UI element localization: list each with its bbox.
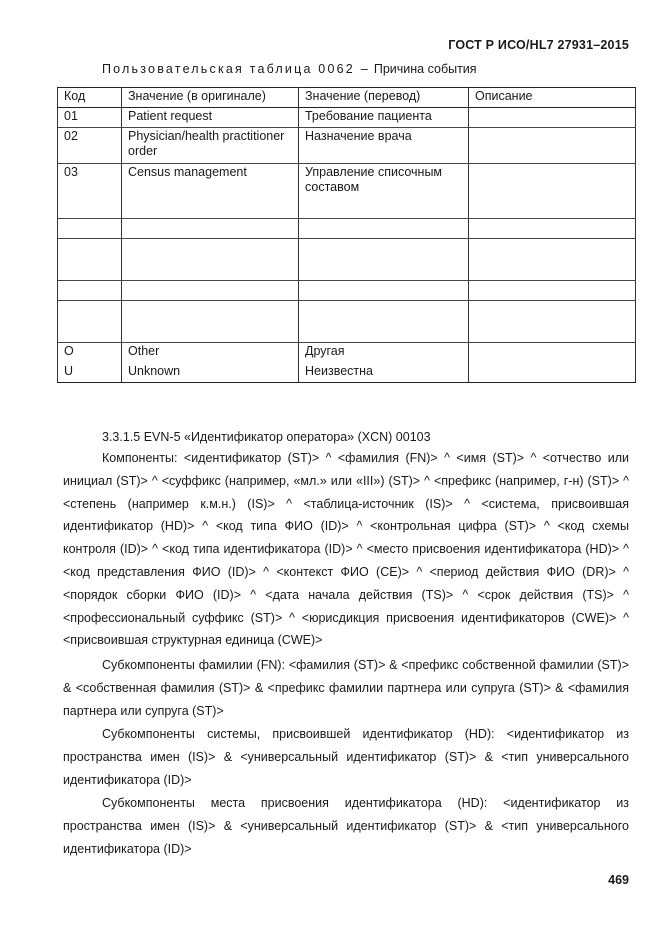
table-row xyxy=(58,164,636,219)
column-header-translation: Значение (перевод) xyxy=(299,88,469,108)
cell-original xyxy=(122,281,299,301)
table-row xyxy=(58,239,636,281)
cell-description xyxy=(469,281,636,301)
cell-translation: Другая xyxy=(299,343,469,363)
cell-original xyxy=(122,219,299,239)
family-name-subcomponents-paragraph: Субкомпоненты фамилии (FN): <фамилия (ST)> & <префикс собственной фамилии (ST)> & <собственная фамилия (ST)> & <префикс фамилии партнера или супруга (ST)> & <фамилия партнера или супруга (ST)> xyxy=(63,658,629,718)
cell-description xyxy=(469,108,636,128)
table-caption-separator: – xyxy=(360,62,368,76)
assigning-facility-subcomponents-paragraph: Субкомпоненты места присвоения идентификатора (HD): <идентификатор из пространства имен (IS)> & <универсальный идентификатор (ST)> & <тип универсального идентификатора (ID)> xyxy=(63,796,629,856)
cell-code xyxy=(58,239,122,281)
cell-translation: Неизвестна xyxy=(299,363,469,383)
column-header-description: Описание xyxy=(469,88,636,108)
cell-description xyxy=(469,128,636,164)
table-row xyxy=(58,108,636,128)
cell-code xyxy=(58,301,122,343)
cell-translation xyxy=(299,239,469,281)
event-reason-table xyxy=(57,87,636,383)
cell-description xyxy=(469,219,636,239)
page-number: 469 xyxy=(608,873,629,887)
column-header-original: Значение (в оригинале) xyxy=(122,88,299,108)
table-row xyxy=(58,128,636,164)
cell-code xyxy=(58,219,122,239)
cell-code: 03 xyxy=(58,164,122,219)
cell-description xyxy=(469,343,636,363)
cell-original xyxy=(122,301,299,343)
cell-code: 02 xyxy=(58,128,122,164)
table-header-row xyxy=(58,88,636,108)
cell-original: Unknown xyxy=(122,363,299,383)
cell-original: Patient request xyxy=(122,108,299,128)
cell-original: Other xyxy=(122,343,299,363)
cell-translation: Управление списочным составом xyxy=(299,164,469,219)
section-heading: 3.3.1.5 EVN-5 «Идентификатор оператора» (XCN) 00103 xyxy=(102,430,431,444)
cell-original xyxy=(122,239,299,281)
cell-original: Physician/health practitioner order xyxy=(122,128,299,164)
cell-description xyxy=(469,301,636,343)
cell-code xyxy=(58,281,122,301)
components-paragraph: Компоненты: <идентификатор (ST)> ^ <фамилия (FN)> ^ <имя (ST)> ^ <отчество или инициал (ST)> ^ <суффикс (например, «мл.» или «III») (ST)> ^ <префикс (например, г-н) (ST)> ^ <степень (например к.м.н.) (IS)> ^ <таблица-источник (IS)> ^ <система, присвоившая идентификатор (HD)> ^ <код типа ФИО (ID)> ^ <контрольная цифра (ST)> ^ <код схемы контроля (ID)> ^ <код типа идентификатора (ID)> ^ <место присвоения идентификатора (HD)> ^ <код представления ФИО (ID)> ^ <контекст ФИО (CE)> ^ <период действия ФИО (DR)> ^ <порядок сборки ФИО (ID)> ^ <дата начала действия (TS)> ^ <срок действия (TS)> ^ <профессиональный суффикс (ST)> ^ <юрисдикция присвоения идентификаторов (CWE)> ^ <присвоившая структурная единица (CWE)> xyxy=(63,451,629,648)
standard-designation: ГОСТ Р ИСО/HL7 27931–2015 xyxy=(448,38,629,52)
cell-translation xyxy=(299,219,469,239)
cell-description xyxy=(469,239,636,281)
cell-description xyxy=(469,363,636,383)
assigning-system-subcomponents-paragraph: Субкомпоненты системы, присвоившей идентификатор (HD): <идентификатор из пространства имен (IS)> & <универсальный идентификатор (ST)> & <тип универсального идентификатора (ID)> xyxy=(63,727,629,787)
table-row xyxy=(58,301,636,343)
cell-code: O xyxy=(58,343,122,363)
cell-translation xyxy=(299,281,469,301)
table-caption xyxy=(102,62,477,76)
cell-code: 01 xyxy=(58,108,122,128)
cell-original: Census management xyxy=(122,164,299,219)
cell-code: U xyxy=(58,363,122,383)
cell-translation xyxy=(299,301,469,343)
column-header-code: Код xyxy=(58,88,122,108)
table-row xyxy=(58,281,636,301)
cell-translation: Требование пациента xyxy=(299,108,469,128)
cell-translation: Назначение врача xyxy=(299,128,469,164)
table-row xyxy=(58,363,636,383)
cell-description xyxy=(469,164,636,219)
table-caption-label: Пользовательская таблица 0062 xyxy=(102,62,355,76)
table-caption-title: Причина события xyxy=(373,62,477,76)
table-row xyxy=(58,343,636,363)
table-row xyxy=(58,219,636,239)
